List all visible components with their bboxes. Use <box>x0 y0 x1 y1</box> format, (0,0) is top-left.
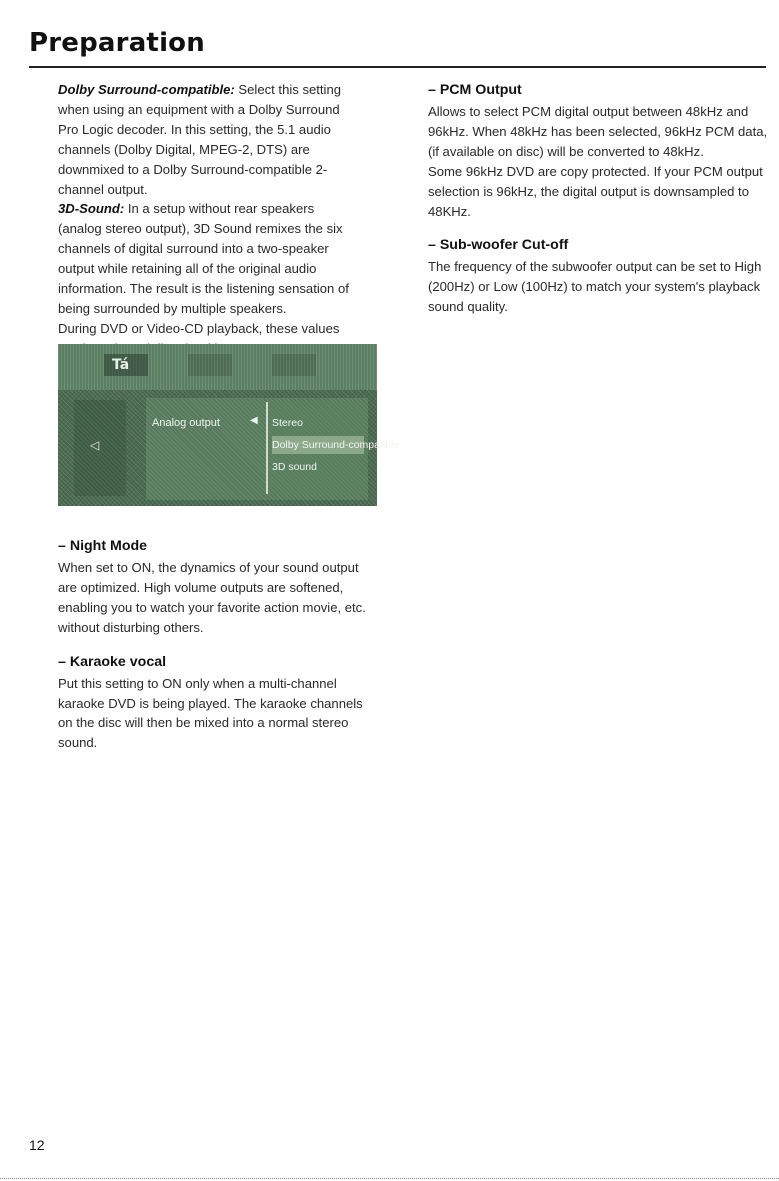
sound3d-text: In a setup without rear speakers (analog stereo output), 3D Sound remixes the six channels of digital surround into a two-speaker output while retaining all of the original audio information. The result is the listening sensation of being surrounded by multiple speakers. <box>58 201 349 316</box>
dolby-text: Select this setting when using an equipment with a Dolby Surround Pro Logic decoder. In this setting, the 5.1 audio channels (Dolby Digital, MPEG-2, DTS) are downmixed to a Dolby Surround-compatible 2-channel output. <box>58 82 342 197</box>
right-column <box>428 80 768 317</box>
left-column-lower <box>58 536 368 753</box>
pcm-output-text: Allows to select PCM digital output between 48kHz and 96kHz. When 48kHz has been selected, 96kHz PCM data, (if available on disc) will be converted to 48kHz. <box>428 104 768 159</box>
pcm-output-note: Some 96kHz DVD are copy protected. If your PCM output selection is 96kHz, the digital output is downsampled to 48KHz. <box>428 163 763 219</box>
title-rule <box>29 66 766 68</box>
osd-menu-tab <box>188 354 232 376</box>
dolby-term: Dolby Surround-compatible: <box>58 82 235 97</box>
pcm-output-heading: – PCM Output <box>428 82 522 98</box>
osd-option-dolby-surround: Dolby Surround-compatible <box>272 436 364 454</box>
sound3d-term: 3D-Sound: <box>58 201 125 217</box>
karaoke-vocal-heading: – Karaoke vocal <box>58 653 167 670</box>
night-mode-heading: – Night Mode <box>58 538 148 554</box>
osd-menu-topbar <box>58 344 377 390</box>
dolby-paragraph <box>58 80 360 199</box>
playback-note: During DVD or Video-CD playback, these values <box>58 320 340 336</box>
subwoofer-cutoff-text: The frequency of the subwoofer output can be set to High (200Hz) or Low (100Hz) to match your system's playback sound quality. <box>428 259 762 315</box>
bottom-rule <box>0 1178 779 1179</box>
karaoke-vocal-text: Put this setting to ON only when a multi-channel karaoke DVD is being played. The karaoke channels on the disc will then be mixed into a normal stereo sound. <box>58 675 363 751</box>
osd-menu-option-list <box>266 402 400 494</box>
audio-tab-icon: Tá <box>112 357 130 373</box>
night-mode-text: When set to ON, the dynamics of your sound output are optimized. High volume outputs are softened, enabling you to watch your favorite action movie, etc. without disturbing others. <box>58 560 366 635</box>
left-column <box>58 80 360 359</box>
osd-menu-side-panel <box>74 400 126 496</box>
osd-menu-main-panel <box>146 398 400 500</box>
osd-menu-tab <box>272 354 316 376</box>
subwoofer-cutoff-heading: – Sub-woofer Cut-off <box>428 237 569 254</box>
page-title: Preparation <box>29 28 205 58</box>
arrow-left-icon: ◀ <box>250 415 258 426</box>
page-number: 12 <box>29 1137 45 1153</box>
osd-option-3d-sound: 3D sound <box>272 461 317 473</box>
sound3d-paragraph <box>58 199 360 318</box>
speaker-icon: ◁ <box>90 438 100 452</box>
osd-menu-screenshot <box>58 344 400 506</box>
osd-option-stereo: Stereo <box>272 417 303 429</box>
osd-menu-item-analog-output: Analog output <box>152 417 220 429</box>
